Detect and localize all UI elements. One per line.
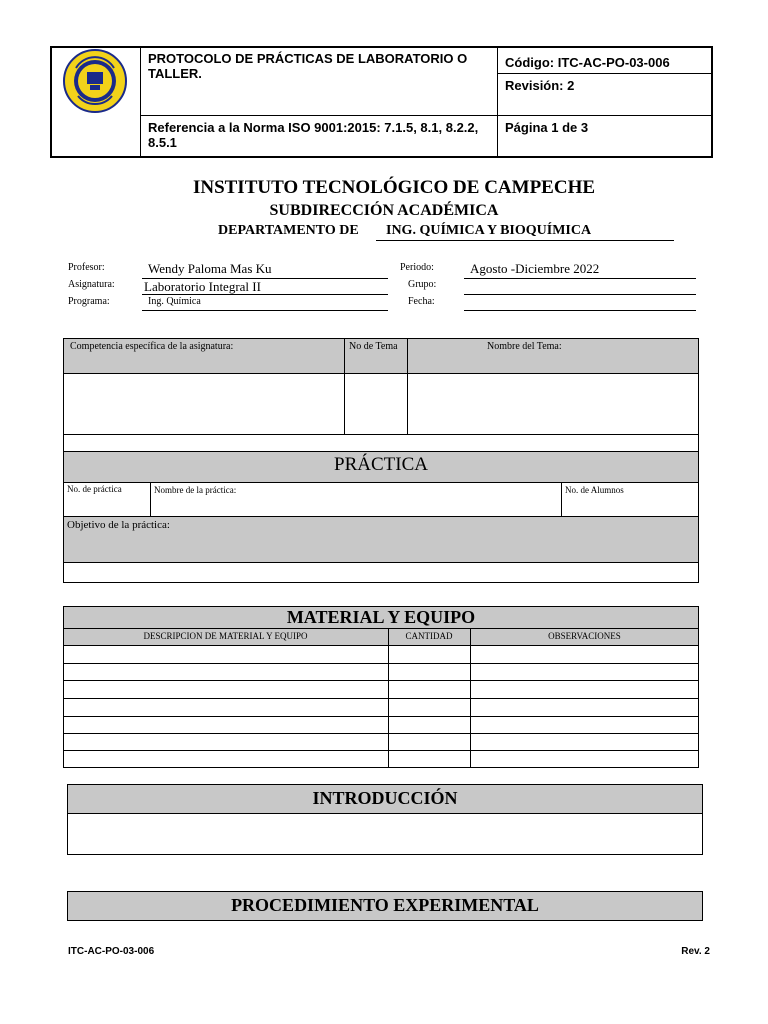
asignatura-value: Laboratorio Integral II: [144, 279, 261, 294]
document-code: Código: ITC-AC-PO-03-006: [505, 55, 670, 70]
fecha-label: Fecha:: [408, 296, 435, 307]
programa-value: Ing. Química: [148, 296, 201, 307]
footer-code: ITC-AC-PO-03-006: [68, 946, 155, 957]
periodo-label: Periodo:: [400, 262, 434, 273]
objetivo-label: Objetivo de la práctica:: [67, 519, 170, 531]
subdireccion: SUBDIRECCIÓN ACADÉMICA: [269, 202, 499, 219]
protocol-title: PROTOCOLO DE PRÁCTICAS DE LABORATORIO O TALLER.: [148, 51, 468, 81]
asignatura-label: Asignatura:: [68, 279, 115, 290]
institution-name: INSTITUTO TECNOLÓGICO DE CAMPECHE: [192, 177, 596, 198]
introduccion-body: [67, 813, 703, 855]
institution-logo: [62, 48, 128, 114]
nombre-practica-label: Nombre de la práctica:: [154, 485, 237, 495]
material-col-cantidad: CANTIDAD: [405, 631, 453, 641]
competencia-label: Competencia específica de la asignatura:: [70, 341, 234, 352]
introduccion-title: INTRODUCCIÓN: [312, 788, 458, 808]
practica-title: PRÁCTICA: [334, 454, 428, 475]
periodo-value: Agosto -Diciembre 2022: [470, 261, 600, 276]
iso-reference: Referencia a la Norma ISO 9001:2015: 7.1.5, 8.1, 8.2.2, 8.5.1: [148, 120, 479, 150]
profesor-value: Wendy Paloma Mas Ku: [148, 261, 272, 276]
nombre-tema-label: Nombre del Tema:: [487, 341, 562, 352]
departamento-label: DEPARTAMENTO DE: [218, 223, 359, 238]
competencia-body: [63, 373, 699, 435]
page-number: Página 1 de 3: [505, 120, 589, 135]
departamento-value: ING. QUÍMICA Y BIOQUÍMICA: [376, 223, 674, 241]
grupo-label: Grupo:: [408, 279, 437, 290]
no-tema-label: No de Tema: [349, 341, 398, 352]
no-practica-label: No. de práctica: [67, 484, 122, 494]
no-alumnos-label: No. de Alumnos: [565, 485, 624, 495]
objetivo-blank-row: [63, 562, 699, 583]
profesor-label: Profesor:: [68, 262, 105, 273]
programa-label: Programa:: [68, 296, 110, 307]
material-col-observaciones: OBSERVACIONES: [548, 631, 621, 641]
material-col-descripcion: DESCRIPCION DE MATERIAL Y EQUIPO: [143, 631, 308, 641]
material-title: MATERIAL Y EQUIPO: [286, 607, 476, 627]
spacer-row: [63, 434, 699, 452]
procedimiento-title: PROCEDIMIENTO EXPERIMENTAL: [231, 895, 539, 915]
footer-rev: Rev. 2: [681, 946, 710, 957]
document-revision: Revisión: 2: [505, 78, 575, 93]
